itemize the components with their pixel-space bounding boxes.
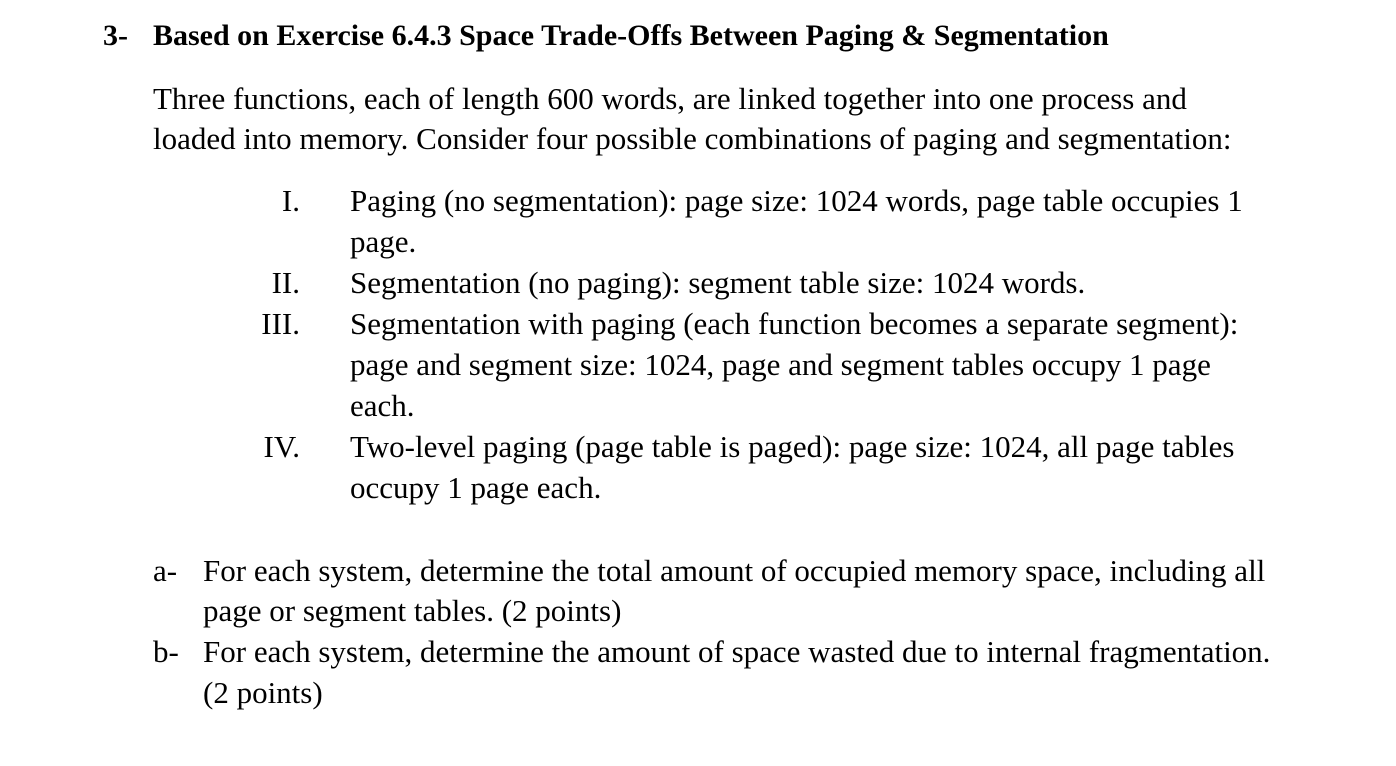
- option-iv-line: occupy 1 page each.: [350, 470, 602, 505]
- intro-line: loaded into memory. Consider four possible combinations of paging and segmentation:: [153, 121, 1232, 156]
- subquestion-a-line: For each system, determine the total amount of occupied memory space, including all: [203, 553, 1266, 588]
- question-number: 3-: [103, 19, 128, 52]
- option-numeral-iv: IV.: [263, 429, 300, 464]
- option-numeral-ii: II.: [271, 265, 300, 300]
- option-iii-line: page and segment size: 1024, page and segment tables occupy 1 page: [350, 347, 1211, 382]
- subquestion-b-line: (2 points): [203, 675, 323, 710]
- subquestion-b-line: For each system, determine the amount of space wasted due to internal fragmentation.: [203, 634, 1271, 669]
- option-iii-line: each.: [350, 388, 415, 423]
- option-numeral-iii: III.: [261, 306, 300, 341]
- option-iv-line: Two-level paging (page table is paged): page size: 1024, all page tables: [350, 429, 1235, 464]
- option-numeral-i: I.: [281, 183, 300, 218]
- option-i-line: page.: [350, 224, 417, 259]
- subquestion-label-b: b-: [153, 634, 179, 669]
- question-title: Based on Exercise 6.4.3 Space Trade-Offs Between Paging & Segmentation: [153, 19, 1109, 52]
- subquestion-label-a: a-: [153, 553, 178, 588]
- option-i-line: Paging (no segmentation): page size: 1024 words, page table occupies 1: [350, 183, 1243, 218]
- option-iii-line: Segmentation with paging (each function becomes a separate segment):: [350, 306, 1239, 341]
- option-ii-line: Segmentation (no paging): segment table size: 1024 words.: [350, 265, 1086, 300]
- subquestion-a-line: page or segment tables. (2 points): [203, 593, 622, 628]
- intro-line: Three functions, each of length 600 words, are linked together into one process and: [153, 81, 1187, 116]
